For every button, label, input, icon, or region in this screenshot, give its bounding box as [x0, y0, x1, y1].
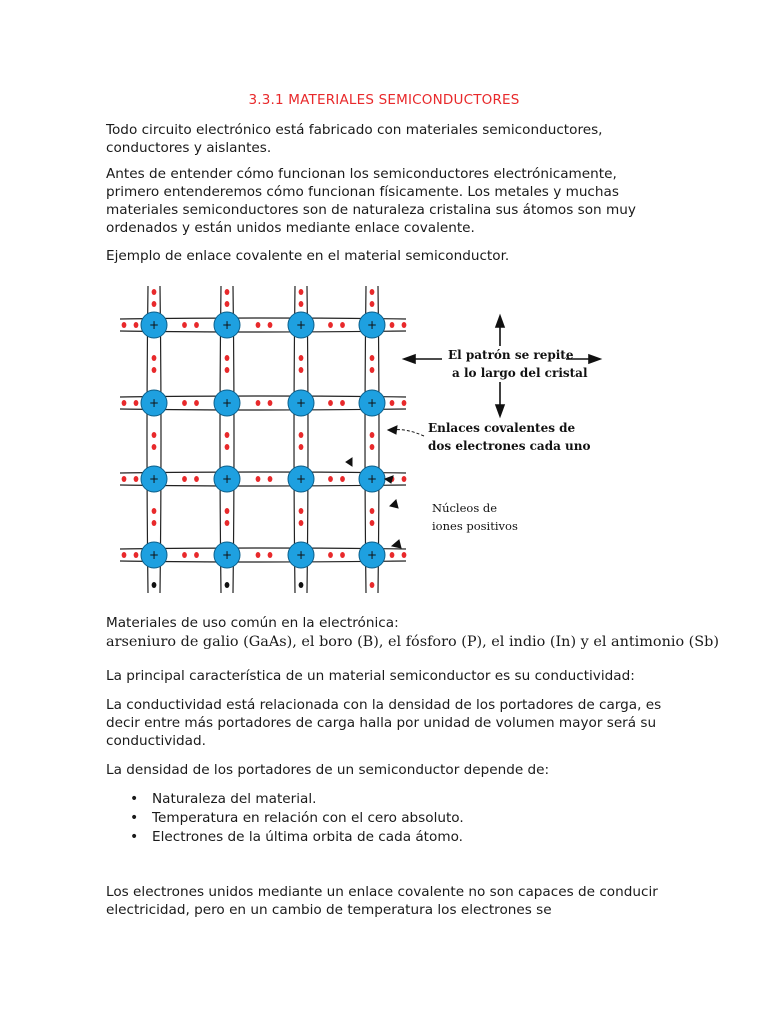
electron [370, 582, 375, 588]
nucleus-sign: + [366, 548, 378, 562]
electron [328, 322, 333, 328]
label-nuclei-line1: Núcleos de [432, 501, 498, 515]
nucleus-sign: + [148, 472, 160, 486]
electron [225, 508, 230, 514]
nucleus-sign: + [221, 318, 233, 332]
nucleus-sign: + [221, 548, 233, 562]
list-item: • Naturaleza del material. [130, 790, 464, 809]
electron [134, 552, 139, 558]
paragraph-ejemplo: Ejemplo de enlace covalente en el material semiconductor. [106, 248, 510, 264]
electron [340, 476, 345, 482]
electron [256, 476, 261, 482]
nucleus-sign: + [295, 472, 307, 486]
electron [299, 444, 304, 450]
nucleus-sign: + [366, 318, 378, 332]
electron [152, 289, 157, 295]
electron [225, 301, 230, 307]
electron [182, 552, 187, 558]
electron [152, 582, 157, 588]
electron [299, 508, 304, 514]
nucleus-sign: + [366, 472, 378, 486]
electron [194, 552, 199, 558]
label-bonds-line2: dos electrones cada uno [428, 439, 591, 453]
electron [152, 508, 157, 514]
electron [152, 520, 157, 526]
electron [370, 289, 375, 295]
electron [370, 367, 375, 373]
nucleus-sign: + [148, 548, 160, 562]
paragraph-densidad: La densidad de los portadores de un semiconductor depende de: [106, 762, 550, 778]
crystal-lattice [106, 278, 416, 598]
electron [182, 322, 187, 328]
paragraph-conductividad: La conductividad está relacionada con la densidad de los portadores de carga, es decir entre más portadores de carga halla por unidad de volumen mayor será su conductividad. [106, 697, 662, 749]
electron [152, 301, 157, 307]
electron [390, 552, 395, 558]
nucleus-sign: + [295, 548, 307, 562]
electron [152, 444, 157, 450]
electron [122, 400, 127, 406]
materials-list-line: arseniuro de galio (GaAs), el boro (B), el fósforo (P), el indio (In) y el antimonio (Sb) [106, 634, 719, 650]
section-heading: 3.3.1 MATERIALES SEMICONDUCTORES [248, 92, 520, 108]
nucleus-sign: + [221, 396, 233, 410]
electron [370, 355, 375, 361]
electron [225, 289, 230, 295]
electron [299, 355, 304, 361]
paragraph-materiales: Materiales de uso común en la electrónica: [106, 615, 399, 631]
electron [152, 367, 157, 373]
electron [340, 322, 345, 328]
nucleus-sign: + [221, 472, 233, 486]
nucleus-sign: + [148, 318, 160, 332]
electron [370, 301, 375, 307]
electron [370, 508, 375, 514]
electron [390, 400, 395, 406]
electron [134, 322, 139, 328]
electron [225, 432, 230, 438]
electron [370, 520, 375, 526]
electron [390, 322, 395, 328]
electron [225, 582, 230, 588]
electron [268, 552, 273, 558]
covalent-bond-diagram [106, 278, 616, 598]
label-pattern-line1: El patrón se repite [448, 348, 574, 362]
electron [194, 322, 199, 328]
electron [299, 301, 304, 307]
nucleus-sign: + [295, 396, 307, 410]
electron [340, 552, 345, 558]
bullet-list [130, 790, 464, 847]
electron [402, 552, 407, 558]
electron [370, 444, 375, 450]
label-pattern-line2: a lo largo del cristal [452, 366, 588, 380]
electron [225, 520, 230, 526]
electron [256, 400, 261, 406]
electron [299, 289, 304, 295]
list-item: • Temperatura en relación con el cero absoluto. [130, 809, 464, 828]
electron [256, 322, 261, 328]
electron [328, 552, 333, 558]
electron [328, 476, 333, 482]
electron [194, 400, 199, 406]
label-bonds-line1: Enlaces covalentes de [428, 421, 576, 435]
electron [390, 476, 395, 482]
electron [268, 476, 273, 482]
electron [122, 552, 127, 558]
electron [328, 400, 333, 406]
electron [225, 444, 230, 450]
paragraph-antes: Antes de entender cómo funcionan los semiconductores electrónicamente, primero entenderemos cómo funcionan físicamente. Los metales y muchas materiales semiconductores son de naturaleza cristalina sus átomos son muy ordenados y están unidos mediante enlace covalente. [106, 166, 636, 236]
electron [225, 367, 230, 373]
electron [340, 400, 345, 406]
electron [299, 582, 304, 588]
electron [268, 322, 273, 328]
electron [370, 432, 375, 438]
electron [299, 367, 304, 373]
electron [256, 552, 261, 558]
electron [134, 400, 139, 406]
electron [134, 476, 139, 482]
paragraph-intro: Todo circuito electrónico está fabricado con materiales semiconductores, conductores y aislantes. [106, 122, 603, 156]
electron [182, 400, 187, 406]
electron [268, 400, 273, 406]
electron [225, 355, 230, 361]
electron [122, 476, 127, 482]
list-item: • Electrones de la última orbita de cada átomo. [130, 828, 464, 847]
electron [299, 432, 304, 438]
electron [402, 322, 407, 328]
electron [122, 322, 127, 328]
electron [402, 476, 407, 482]
electron [182, 476, 187, 482]
nucleus-sign: + [148, 396, 160, 410]
electron [402, 400, 407, 406]
label-nuclei-line2: iones positivos [432, 519, 518, 533]
nucleus-sign: + [366, 396, 378, 410]
electron [299, 520, 304, 526]
electron [152, 432, 157, 438]
paragraph-final: Los electrones unidos mediante un enlace covalente no son capaces de conducir electricidad, pero en un cambio de temperatura los electrones se [106, 884, 658, 918]
electron [152, 355, 157, 361]
paragraph-principal: La principal característica de un material semiconductor es su conductividad: [106, 668, 635, 684]
nucleus-sign: + [295, 318, 307, 332]
electron [194, 476, 199, 482]
